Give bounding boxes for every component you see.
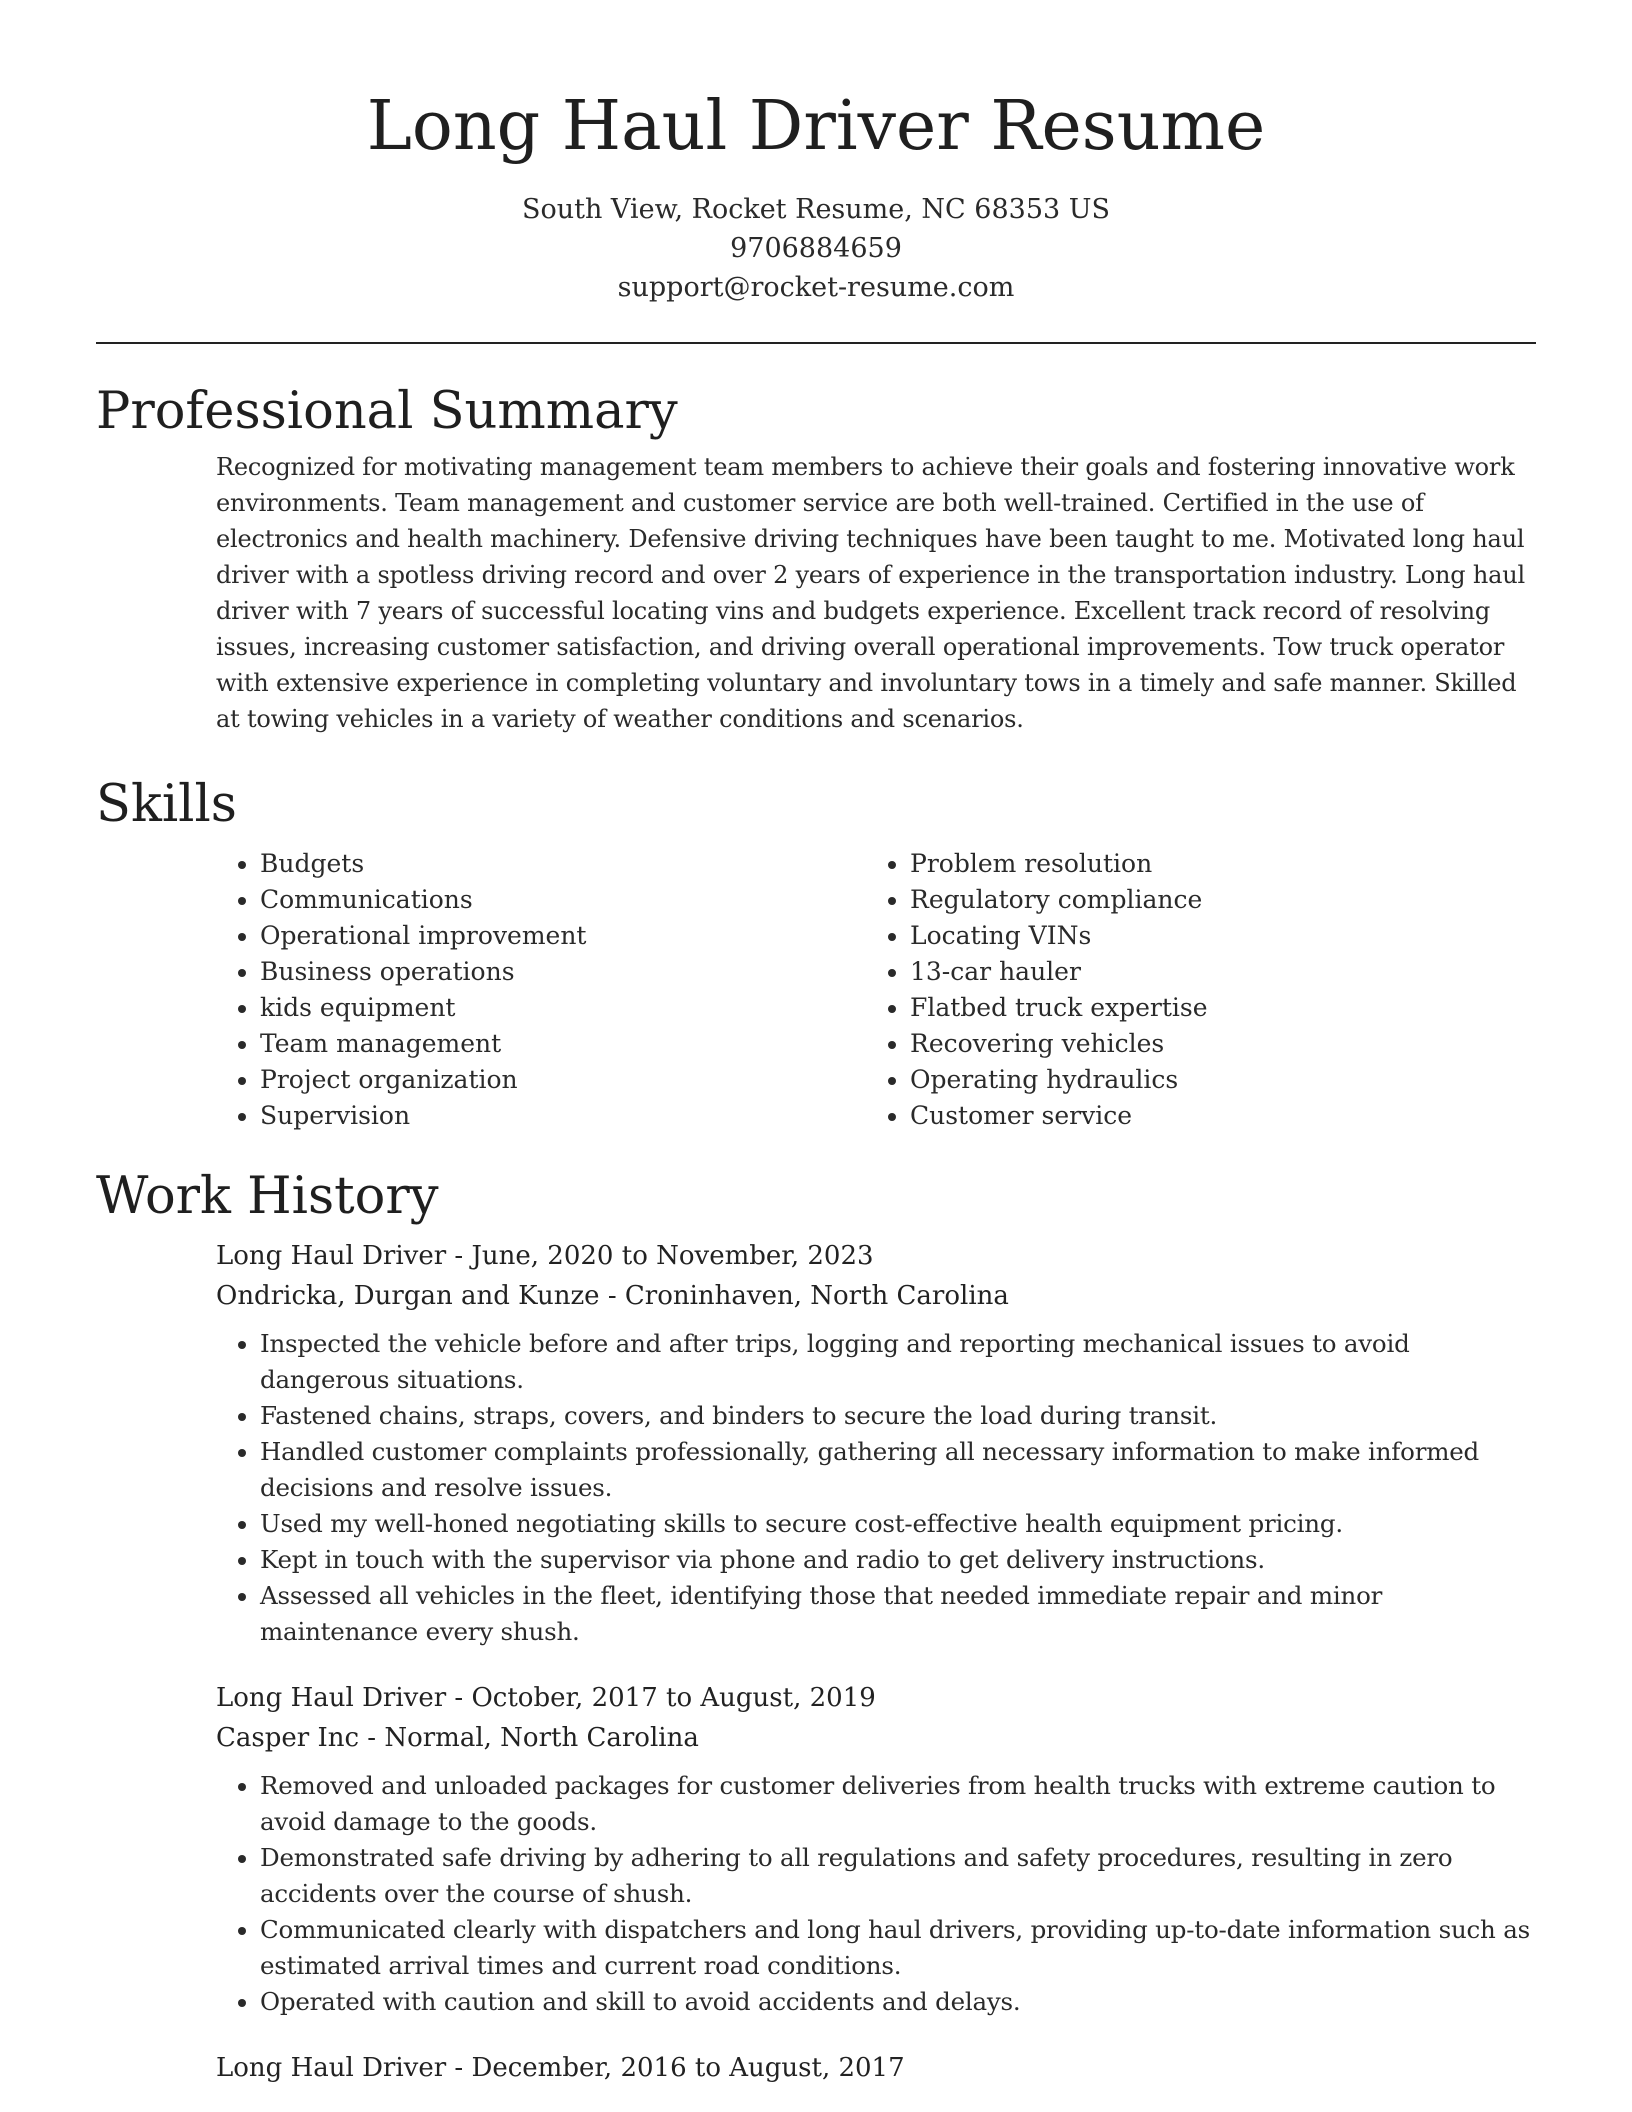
skills-heading: Skills bbox=[96, 775, 237, 834]
job-bullet: • Handled customer complaints professionally, gathering all necessary information to make informed decisions and resolve issues. bbox=[260, 1434, 1536, 1506]
skill-item: • Project organization bbox=[260, 1062, 866, 1098]
job-bullet: • Removed and unloaded packages for customer deliveries from health trucks with extreme caution to avoid damage to the goods. bbox=[260, 1768, 1536, 1840]
skill-item: • Team management bbox=[260, 1026, 866, 1062]
skill-item: • Business operations bbox=[260, 954, 866, 990]
job-bullets bbox=[216, 1326, 1536, 1650]
skills-list-right bbox=[866, 846, 1516, 1134]
skill-item: • Problem resolution bbox=[910, 846, 1516, 882]
summary-heading: Professional Summary bbox=[96, 382, 678, 441]
summary-text: Recognized for motivating management team members to achieve their goals and fostering innovative work environments. Team management and customer service are both well-trained. Certified in the use of electronics and health machinery. Defensive driving techniques have been taught to me. Motivated long haul driver with a spotless driving record and over 2 years of experience in the transportation industry. Long haul driver with 7 years of successful locating vins and budgets experience. Excellent track record of resolving issues, increasing customer satisfaction, and driving overall operational improvements. Tow truck operator with extensive experience in completing voluntary and involuntary tows in a timely and safe manner. Skilled at towing vehicles in a variety of weather conditions and scenarios. bbox=[216, 453, 1525, 733]
job-bullet: • Fastened chains, straps, covers, and binders to secure the load during transit. bbox=[260, 1398, 1536, 1434]
job-bullet: • Assessed all vehicles in the fleet, identifying those that needed immediate repair and minor maintenance every shush. bbox=[260, 1578, 1536, 1650]
job-entry bbox=[216, 1236, 1536, 1650]
header-divider bbox=[96, 342, 1536, 344]
skill-item: • 13-car hauler bbox=[910, 954, 1516, 990]
contact-block bbox=[0, 190, 1632, 307]
job-company-line: Ondricka, Durgan and Kunze - Croninhaven, North Carolina bbox=[216, 1281, 1009, 1311]
job-title-line: Long Haul Driver - June, 2020 to November, 2023 bbox=[216, 1241, 874, 1271]
job-bullet: • Kept in touch with the supervisor via phone and radio to get delivery instructions. bbox=[260, 1542, 1536, 1578]
contact-address: South View, Rocket Resume, NC 68353 US bbox=[521, 194, 1111, 225]
job-bullet: • Communicated clearly with dispatchers and long haul drivers, providing up-to-date information such as estimated arrival times and current road conditions. bbox=[260, 1912, 1536, 1984]
skills-list-left bbox=[216, 846, 866, 1134]
skill-item: • Supervision bbox=[260, 1098, 866, 1134]
job-bullet: • Inspected the vehicle before and after trips, logging and reporting mechanical issues to avoid dangerous situations. bbox=[260, 1326, 1536, 1398]
summary-section bbox=[96, 381, 1536, 737]
skill-item: • Operating hydraulics bbox=[910, 1062, 1516, 1098]
skills-section bbox=[96, 774, 1536, 1134]
skills-grid bbox=[216, 846, 1536, 1134]
work-history-section bbox=[96, 1166, 1536, 2088]
job-entry bbox=[216, 2048, 1536, 2088]
job-bullets bbox=[216, 1768, 1536, 2020]
job-title-line: Long Haul Driver - October, 2017 to August, 2019 bbox=[216, 1683, 876, 1713]
skill-item: • Operational improvement bbox=[260, 918, 866, 954]
contact-phone: 9706884659 bbox=[730, 233, 902, 264]
skill-item: • Flatbed truck expertise bbox=[910, 990, 1516, 1026]
skill-item: • Budgets bbox=[260, 846, 866, 882]
job-company-line: Casper Inc - Normal, North Carolina bbox=[216, 1723, 699, 1753]
job-entry bbox=[216, 1678, 1536, 2020]
job-bullet: • Operated with caution and skill to avoid accidents and delays. bbox=[260, 1984, 1536, 2020]
job-title-line: Long Haul Driver - December, 2016 to August, 2017 bbox=[216, 2053, 905, 2083]
job-bullet: • Demonstrated safe driving by adhering to all regulations and safety procedures, resulting in zero accidents over the course of shush. bbox=[260, 1840, 1536, 1912]
work-history-heading: Work History bbox=[96, 1167, 439, 1226]
skill-item: • kids equipment bbox=[260, 990, 866, 1026]
skill-item: • Customer service bbox=[910, 1098, 1516, 1134]
skill-item: • Regulatory compliance bbox=[910, 882, 1516, 918]
skill-item: • Locating VINs bbox=[910, 918, 1516, 954]
contact-email: support@rocket-resume.com bbox=[617, 272, 1015, 303]
resume-title: Long Haul Driver Resume bbox=[366, 87, 1266, 166]
job-bullet: • Used my well-honed negotiating skills to secure cost-effective health equipment pricing. bbox=[260, 1506, 1536, 1542]
skill-item: • Communications bbox=[260, 882, 866, 918]
skill-item: • Recovering vehicles bbox=[910, 1026, 1516, 1062]
